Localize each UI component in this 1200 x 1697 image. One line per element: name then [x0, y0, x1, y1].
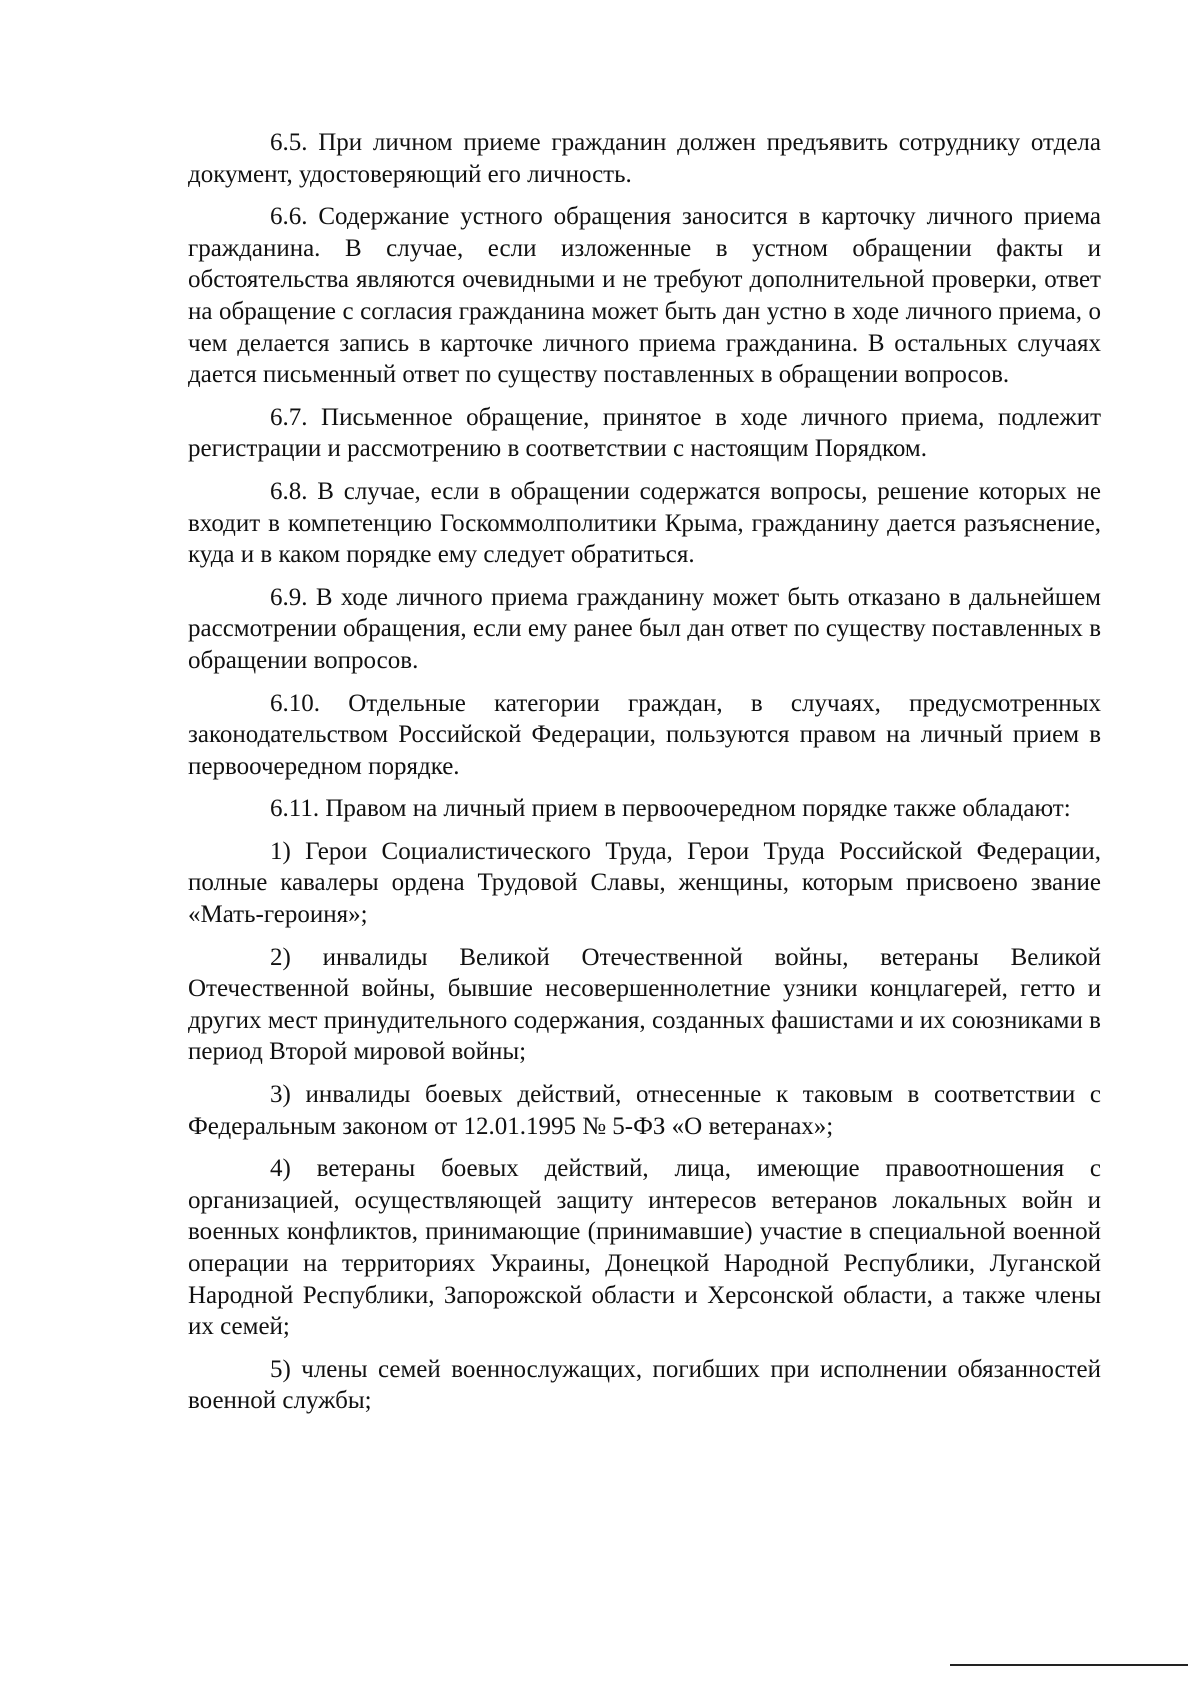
list-item-5: 5) члены семей военнослужащих, погибших при исполнении обязанностей военной службы; [188, 1355, 1101, 1415]
paragraph-6-8: 6.8. В случае, если в обращении содержатся вопросы, решение которых не входит в компетенцию Госкоммолполитики Крыма, гражданину дается разъяснение, куда и в каком порядке ему следует обратиться. [188, 477, 1101, 569]
list-item-4: 4) ветераны боевых действий, лица, имеющие правоотношения с организацией, осуществляющей защиту интересов ветеранов локальных войн и военных конфликтов, принимающие (принимавшие) участие в специальной военной операции на территориях Украины, Донецкой Народной Республики, Луганской Народной Республики, Запорожской области и Херсонской области, а также члены их семей; [188, 1155, 1101, 1341]
footer-divider-line [950, 1664, 1188, 1666]
list-item-2: 2) инвалиды Великой Отечественной войны, ветераны Великой Отечественной войны, бывшие несовершеннолетние узники концлагерей, гетто и других мест принудительного содержания, созданных фашистами и их союзниками в период Второй мировой войны; [188, 943, 1101, 1066]
document-body [188, 127, 1101, 1428]
paragraph-6-10: 6.10. Отдельные категории граждан, в случаях, предусмотренных законодательством Российской Федерации, пользуются правом на личный прием в первоочередном порядке. [188, 689, 1101, 780]
paragraph-6-5: 6.5. При личном приеме гражданин должен предъявить сотруднику отдела документ, удостоверяющий его личность. [188, 129, 1101, 188]
paragraph-6-9: 6.9. В ходе личного приема гражданину может быть отказано в дальнейшем рассмотрении обращения, если ему ранее был дан ответ по существу поставленных в обращении вопросов. [188, 583, 1101, 674]
paragraph-6-7: 6.7. Письменное обращение, принятое в ходе личного приема, подлежит регистрации и рассмотрению в соответствии с настоящим Порядком. [188, 403, 1101, 463]
list-item-1: 1) Герои Социалистического Труда, Герои Труда Российской Федерации, полные кавалеры ордена Трудовой Славы, женщины, которым присвоено звание «Мать-героиня»; [188, 837, 1101, 929]
paragraph-6-6: 6.6. Содержание устного обращения заносится в карточку личного приема гражданина. В случае, если изложенные в устном обращении факты и обстоятельства являются очевидными и не требуют дополнительной проверки, ответ на обращение с согласия гражданина может быть дан устно в ходе личного приема, о чем делается запись в карточке личного приема гражданина. В остальных случаях дается письменный ответ по существу поставленных в обращении вопросов. [188, 203, 1101, 389]
paragraph-6-11: 6.11. Правом на личный прием в первоочередном порядке также обладают: [270, 795, 1071, 823]
list-item-3: 3) инвалиды боевых действий, отнесенные к таковым в соответствии с Федеральным законом от 12.01.1995 № 5-ФЗ «О ветеранах»; [188, 1081, 1101, 1140]
